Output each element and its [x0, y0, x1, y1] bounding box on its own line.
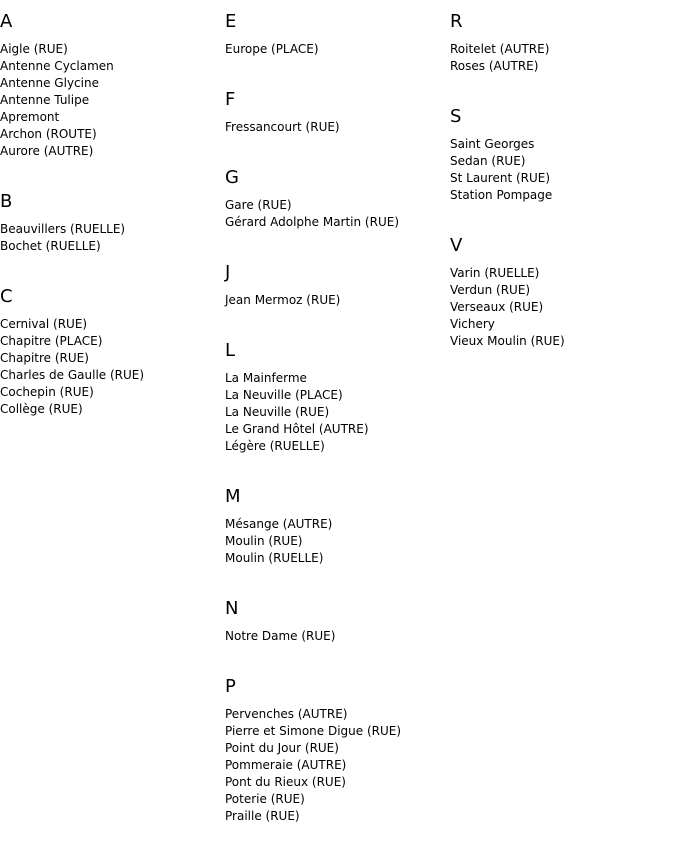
street-link[interactable]: La Neuville (RUE) [225, 405, 330, 419]
street-link[interactable]: Mésange (AUTRE) [225, 517, 333, 531]
street-link[interactable]: Aurore (AUTRE) [0, 144, 94, 158]
letter-group [225, 0, 450, 58]
letter-group [225, 156, 450, 231]
letter-group [225, 587, 450, 645]
street-link[interactable]: La Neuville (PLACE) [225, 388, 343, 402]
street-link[interactable]: Aigle (RUE) [0, 42, 68, 56]
street-list [225, 516, 450, 567]
group-letter-heading: S [450, 106, 462, 127]
letter-group [225, 665, 450, 825]
street-list [225, 119, 450, 136]
group-letter-heading: N [225, 598, 239, 619]
street-list [225, 628, 450, 645]
group-letter-heading: G [225, 167, 239, 188]
group-letter-heading: L [225, 340, 236, 361]
street-list [0, 41, 225, 160]
street-link[interactable]: Fressancourt (RUE) [225, 120, 340, 134]
street-link[interactable]: Légère (RUELLE) [225, 439, 325, 453]
street-link[interactable]: Antenne Cyclamen [0, 59, 114, 73]
group-letter-heading: V [450, 235, 463, 256]
street-link[interactable]: Verseaux (RUE) [450, 300, 544, 314]
street-column [225, 0, 450, 845]
street-link[interactable]: Gérard Adolphe Martin (RUE) [225, 215, 399, 229]
street-link[interactable]: Archon (ROUTE) [0, 127, 97, 141]
street-link[interactable]: Verdun (RUE) [450, 283, 531, 297]
street-column [450, 0, 675, 370]
street-list [450, 136, 675, 204]
street-link[interactable]: Saint Georges [450, 137, 535, 151]
street-link[interactable]: Sedan (RUE) [450, 154, 526, 168]
street-link[interactable]: Varin (RUELLE) [450, 266, 540, 280]
group-letter-heading: A [0, 11, 13, 32]
street-link[interactable]: Moulin (RUE) [225, 534, 303, 548]
group-letter-heading: C [0, 286, 13, 307]
letter-group [225, 251, 450, 309]
street-link[interactable]: Antenne Tulipe [0, 93, 90, 107]
group-letter-heading: R [450, 11, 463, 32]
street-link[interactable]: Chapitre (PLACE) [0, 334, 103, 348]
street-list [450, 265, 675, 350]
letter-group [450, 224, 675, 350]
street-link[interactable]: Station Pompage [450, 188, 553, 202]
street-link[interactable]: Collège (RUE) [0, 402, 83, 416]
street-link[interactable]: Bochet (RUELLE) [0, 239, 101, 253]
group-letter-heading: F [225, 89, 236, 110]
letter-group [0, 275, 225, 418]
street-link[interactable]: Antenne Glycine [0, 76, 99, 90]
street-link[interactable]: Roitelet (AUTRE) [450, 42, 550, 56]
street-list [0, 316, 225, 418]
letter-group [0, 180, 225, 255]
letter-group [450, 95, 675, 204]
group-letter-heading: E [225, 11, 237, 32]
street-link[interactable]: Pommeraie (AUTRE) [225, 758, 347, 772]
street-link[interactable]: Vieux Moulin (RUE) [450, 334, 565, 348]
street-link[interactable]: Poterie (RUE) [225, 792, 305, 806]
street-list [225, 706, 450, 825]
letter-group [225, 475, 450, 567]
street-link[interactable]: Chapitre (RUE) [0, 351, 89, 365]
street-link[interactable]: Vichery [450, 317, 495, 331]
street-link[interactable]: Beauvillers (RUELLE) [0, 222, 126, 236]
group-letter-heading: B [0, 191, 13, 212]
street-list [225, 41, 450, 58]
group-letter-heading: J [225, 262, 231, 283]
street-link[interactable]: Cochepin (RUE) [0, 385, 94, 399]
letter-group [225, 329, 450, 455]
group-letter-heading: M [225, 486, 241, 507]
letter-group [450, 0, 675, 75]
letter-group [0, 0, 225, 160]
group-letter-heading: P [225, 676, 236, 697]
street-link[interactable]: Roses (AUTRE) [450, 59, 539, 73]
street-link[interactable]: Point du Jour (RUE) [225, 741, 339, 755]
street-link[interactable]: Gare (RUE) [225, 198, 292, 212]
street-link[interactable]: Pierre et Simone Digue (RUE) [225, 724, 402, 738]
street-list [225, 370, 450, 455]
street-link[interactable]: Jean Mermoz (RUE) [225, 293, 341, 307]
street-list [0, 221, 225, 255]
street-link[interactable]: Europe (PLACE) [225, 42, 319, 56]
letter-group [225, 78, 450, 136]
street-link[interactable]: Pont du Rieux (RUE) [225, 775, 346, 789]
street-link[interactable]: St Laurent (RUE) [450, 171, 551, 185]
street-column [0, 0, 225, 438]
street-list [450, 41, 675, 75]
street-link[interactable]: Charles de Gaulle (RUE) [0, 368, 145, 382]
street-link[interactable]: Le Grand Hôtel (AUTRE) [225, 422, 369, 436]
street-link[interactable]: Pervenches (AUTRE) [225, 707, 348, 721]
street-link[interactable]: Apremont [0, 110, 60, 124]
street-link[interactable]: Notre Dame (RUE) [225, 629, 336, 643]
street-list [225, 292, 450, 309]
street-list [225, 197, 450, 231]
street-link[interactable]: Cernival (RUE) [0, 317, 88, 331]
street-link[interactable]: Moulin (RUELLE) [225, 551, 324, 565]
street-link[interactable]: Praille (RUE) [225, 809, 300, 823]
street-link[interactable]: La Mainferme [225, 371, 307, 385]
